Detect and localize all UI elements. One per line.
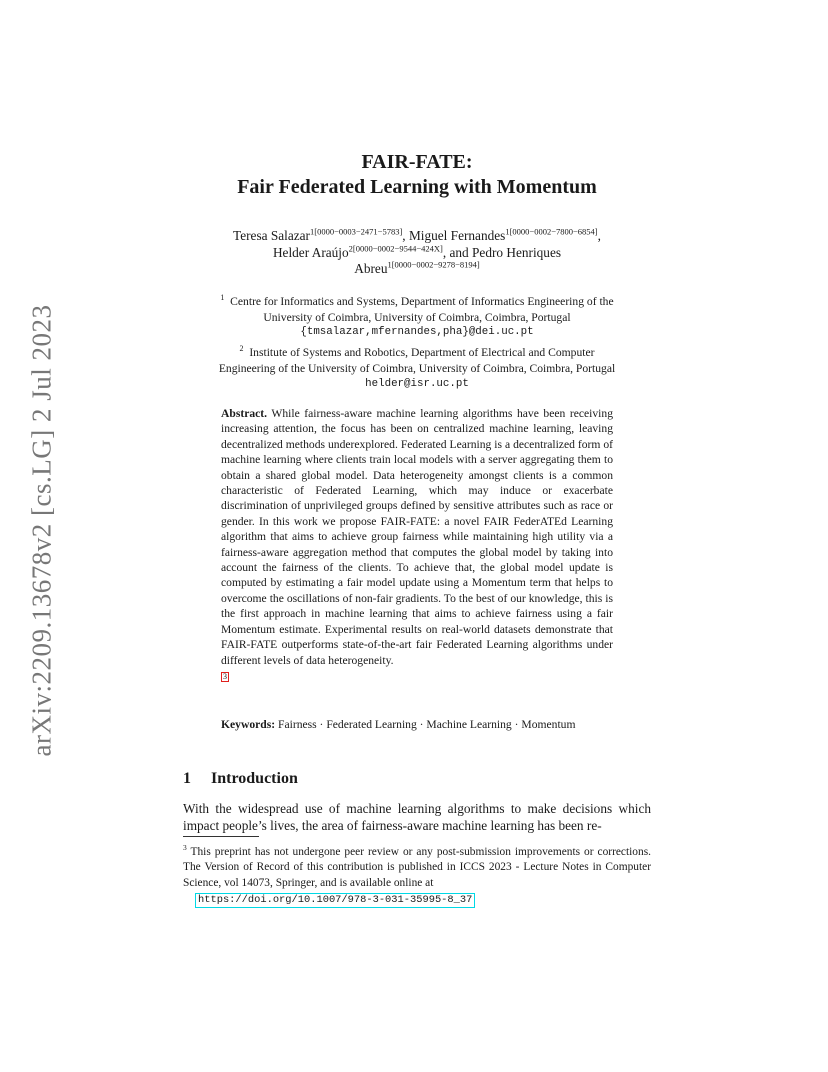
author-name: Teresa Salazar — [233, 228, 310, 243]
keywords-label: Keywords: — [221, 718, 276, 731]
affiliation-line: University of Coimbra, University of Coimbra, Coimbra, Portugal — [263, 310, 571, 324]
title-line-2: Fair Federated Learning with Momentum — [237, 176, 597, 198]
author-name: Abreu — [354, 261, 388, 276]
affiliations — [180, 290, 654, 393]
affiliation-mark: 2 — [239, 344, 244, 354]
keywords-text: Fairness · Federated Learning · Machine Learning · Momentum — [278, 718, 576, 731]
abstract-label: Abstract. — [221, 407, 268, 420]
affiliation-email: helder@isr.uc.pt — [365, 377, 469, 390]
author-orcid: 1[0000−0002−9278−8194] — [387, 259, 480, 270]
doi-link[interactable]: https://doi.org/10.1007/978-3-031-35995-8_37 — [195, 893, 475, 908]
affiliation-line: Centre for Informatics and Systems, Department of Informatics Engineering of the — [230, 294, 614, 308]
abstract-text: While fairness-aware machine learning algorithms have been receiving increasing attention, the focus has been on centralized machine learning, leaving decentralized methods underexplored. Federated Learning is a decentralized form of machine learning where clients train local models with a server aggregating them to obtain a shared global model. Data heterogeneity amongst clients is a common characteristic of Federated Learning, which may induce or exacerbate discrimination of unprivileged groups defined by sensitive attributes such as race or gender. In this work we propose FAIR-FATE: a novel FAIR FederATEd Learning algorithm that aims to achieve group fairness while maintaining high utility via a fairness-aware aggregation method that computes the global model by taking into account the fairness of the clients. To achieve that, the global model update is computed by estimating a fair model update using a Momentum term that helps to overcome the oscillations of non-fair gradients. To the best of our knowledge, this is the first approach in machine learning that aims to achieve fairness using a fair Momentum estimate. Experimental results on real-world datasets demonstrate that FAIR-FATE outperforms state-of-the-art fair Federated Learning algorithms under different levels of data heterogeneity. — [221, 407, 613, 667]
intro-paragraph: With the widespread use of machine learning algorithms to make decisions which impact people’s lives, the area of fairness-aware machine learning has been re- — [183, 801, 651, 833]
footnote — [183, 840, 651, 908]
arxiv-identifier: arXiv:2209.13678v2 [cs.LG] 2 Jul 2023 — [26, 304, 57, 756]
section-title: Introduction — [211, 770, 298, 787]
author-name: Miguel Fernandes — [408, 228, 506, 243]
author-list: Teresa Salazar$^{1[0000-0003-2471-5783]}$, Miguel Fernandes$^{1[0000-0002-7800-6854]}$, Helder Araújo$^{2[0000-0002-9544-424X]}$, and Pedro Henriques Abreu$^{1[0000-0002-9278-8194]}$ — [233, 226, 601, 276]
affiliation-mark: 1 — [220, 293, 225, 302]
author-name: and Pedro Henriques — [449, 244, 562, 260]
title-line-1: FAIR-FATE: — [361, 151, 473, 173]
affiliation-line: Engineering of the University of Coimbra, University of Coimbra, Coimbra, Portugal — [218, 361, 616, 375]
section-heading — [183, 770, 298, 788]
arxiv-side-stamp — [22, 300, 62, 760]
author-name: Helder Araújo — [272, 244, 349, 260]
keywords — [221, 717, 613, 733]
abstract — [221, 406, 613, 683]
author-orcid: 1[0000−0002−7800−6854] — [505, 226, 598, 237]
footnote-link[interactable]: 3 — [223, 671, 227, 681]
affiliation-email: {tmsalazar,mfernandes,pha}@dei.uc.pt — [300, 326, 534, 339]
paper-title — [183, 150, 651, 200]
footnote-rule — [183, 836, 259, 837]
section-number: 1 — [183, 770, 191, 787]
affiliation-line: Institute of Systems and Robotics, Department of Electrical and Computer — [249, 346, 595, 360]
footnote-mark: 3 — [183, 843, 187, 852]
author-orcid: 1[0000−0003−2471−5783] — [309, 226, 403, 237]
author-orcid: 2[0000−0002−9544−424X] — [348, 243, 443, 254]
footnote-text: This preprint has not undergone peer review or any post-submission improvements or corrections. The Version of Record of this contribution is published in ICCS 2023 - Lecture Notes in Computer Science, vol 14073, Springer, and is available online at — [183, 845, 651, 889]
